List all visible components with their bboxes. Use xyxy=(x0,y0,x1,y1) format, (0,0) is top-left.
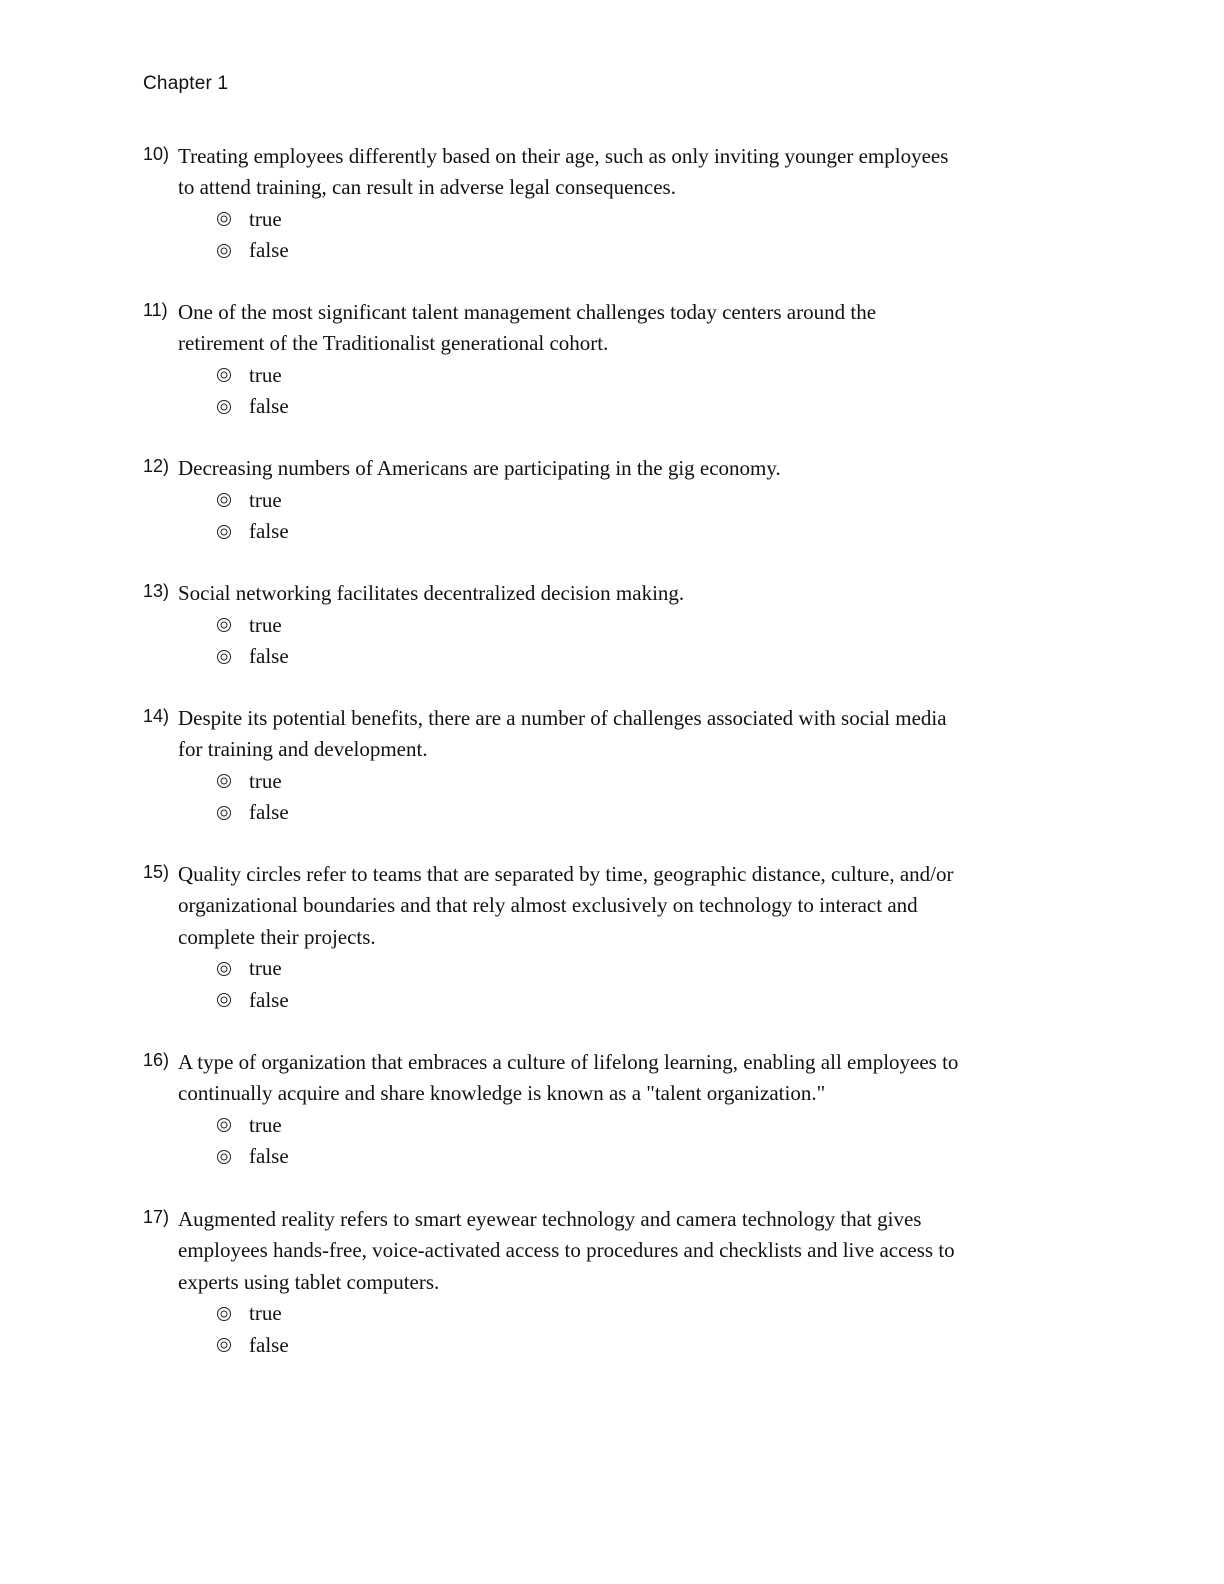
option-label: true xyxy=(249,487,282,512)
question-text: Decreasing numbers of Americans are participating in the gig economy. xyxy=(178,456,781,480)
radio-button-icon[interactable] xyxy=(217,244,231,258)
question-11 xyxy=(143,297,1083,423)
radio-button-icon[interactable] xyxy=(217,1150,231,1164)
question-13 xyxy=(143,578,1083,672)
question-number: 14) xyxy=(143,706,170,726)
option-false[interactable] xyxy=(215,235,1083,267)
option-label: false xyxy=(249,644,289,669)
question-number: 10) xyxy=(143,144,170,164)
option-true[interactable] xyxy=(215,204,1083,236)
option-label: true xyxy=(249,768,282,793)
option-label: false xyxy=(249,1144,289,1169)
option-label: true xyxy=(249,612,282,637)
question-text: Treating employees differently based on their age, such as only inviting younger employees to attend training, can result in adverse legal consequences. xyxy=(178,144,949,200)
radio-button-icon[interactable] xyxy=(217,774,231,788)
question-10 xyxy=(143,141,1083,267)
option-label: false xyxy=(249,987,289,1012)
option-false[interactable] xyxy=(215,641,1083,673)
radio-button-icon[interactable] xyxy=(217,650,231,664)
question-text: One of the most significant talent management challenges today centers around the retirement of the Traditionalist generational cohort. xyxy=(178,300,877,356)
radio-button-icon[interactable] xyxy=(217,525,231,539)
option-false[interactable] xyxy=(215,516,1083,548)
question-number: 11) xyxy=(143,300,168,320)
question-number: 16) xyxy=(143,1050,170,1070)
radio-button-icon[interactable] xyxy=(217,1118,231,1132)
question-text: Social networking facilitates decentralized decision making. xyxy=(178,581,685,605)
radio-button-icon[interactable] xyxy=(217,806,231,820)
option-label: true xyxy=(249,206,282,231)
option-true[interactable] xyxy=(215,1298,1083,1330)
option-true[interactable] xyxy=(215,484,1083,516)
option-true[interactable] xyxy=(215,1110,1083,1142)
radio-button-icon[interactable] xyxy=(217,993,231,1007)
question-16 xyxy=(143,1047,1083,1173)
option-false[interactable] xyxy=(215,984,1083,1016)
option-true[interactable] xyxy=(215,953,1083,985)
option-label: true xyxy=(249,1301,282,1326)
question-17 xyxy=(143,1204,1083,1361)
question-number: 15) xyxy=(143,862,170,882)
question-number: 13) xyxy=(143,581,170,601)
question-14 xyxy=(143,703,1083,829)
question-15 xyxy=(143,859,1083,1016)
question-12 xyxy=(143,453,1083,547)
question-text: Augmented reality refers to smart eyewear technology and camera technology that gives employees hands-free, voice-activated access to procedures and checklists and live access to experts using tablet computers. xyxy=(178,1207,955,1294)
option-label: true xyxy=(249,1112,282,1137)
option-true[interactable] xyxy=(215,766,1083,798)
radio-button-icon[interactable] xyxy=(217,212,231,226)
option-label: false xyxy=(249,394,289,419)
question-number: 17) xyxy=(143,1207,170,1227)
radio-button-icon[interactable] xyxy=(217,493,231,507)
chapter-heading: Chapter 1 xyxy=(143,73,229,94)
option-label: false xyxy=(249,519,289,544)
radio-button-icon[interactable] xyxy=(217,962,231,976)
option-label: false xyxy=(249,1332,289,1357)
radio-button-icon[interactable] xyxy=(217,1307,231,1321)
question-number: 12) xyxy=(143,456,170,476)
question-text: A type of organization that embraces a culture of lifelong learning, enabling all employees to continually acquire and share knowledge is known as a "talent organization." xyxy=(178,1050,959,1106)
option-true[interactable] xyxy=(215,360,1083,392)
option-true[interactable] xyxy=(215,609,1083,641)
option-false[interactable] xyxy=(215,797,1083,829)
radio-button-icon[interactable] xyxy=(217,368,231,382)
radio-button-icon[interactable] xyxy=(217,400,231,414)
option-label: true xyxy=(249,956,282,981)
option-label: false xyxy=(249,238,289,263)
option-label: false xyxy=(249,800,289,825)
question-text: Despite its potential benefits, there are a number of challenges associated with social media for training and development. xyxy=(178,706,947,762)
option-false[interactable] xyxy=(215,1329,1083,1361)
radio-button-icon[interactable] xyxy=(217,1338,231,1352)
radio-button-icon[interactable] xyxy=(217,618,231,632)
option-false[interactable] xyxy=(215,391,1083,423)
question-text: Quality circles refer to teams that are separated by time, geographic distance, culture, and/or organizational boundaries and that rely almost exclusively on technology to interact and complete their projects. xyxy=(178,862,954,949)
option-label: true xyxy=(249,362,282,387)
option-false[interactable] xyxy=(215,1141,1083,1173)
